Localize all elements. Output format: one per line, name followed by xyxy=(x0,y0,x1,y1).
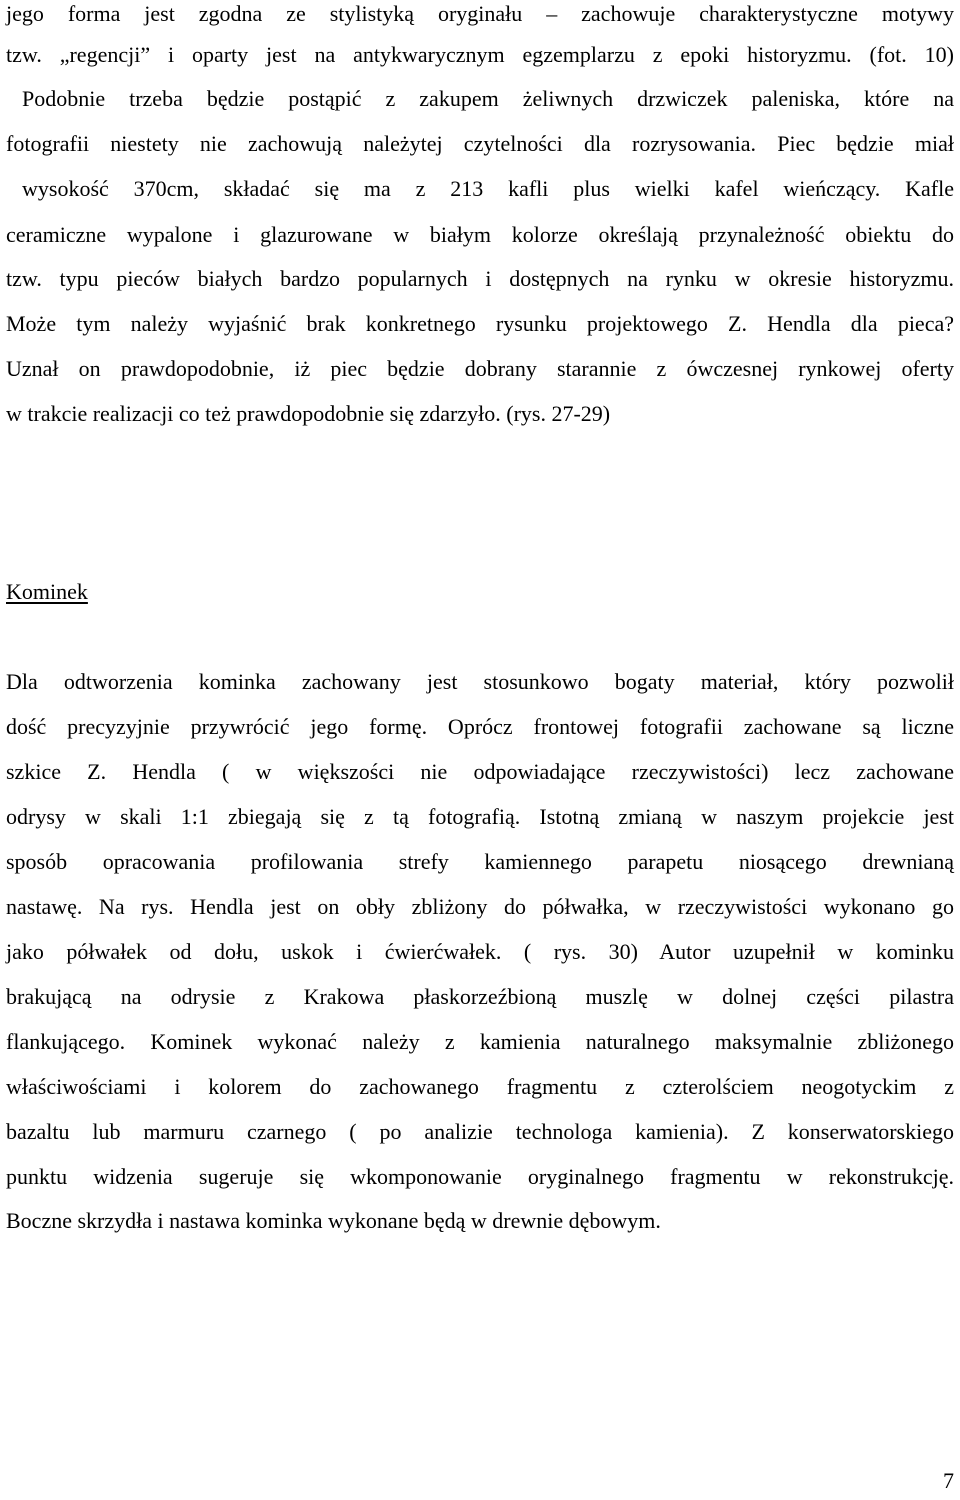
text-line: jako półwałek od dołu, uskok i ćwierćwałek. ( rys. 30) Autor uzupełnił w kominku xyxy=(6,939,954,964)
text-line: brakującą na odrysie z Krakowa płaskorzeźbioną muszlę w dolnej części pilastra xyxy=(6,984,954,1009)
text-line: wysokość 370cm, składać się ma z 213 kafli plus wielki kafel wieńczący. Kafle xyxy=(22,176,954,201)
text-line: Uznał on prawdopodobnie, iż piec będzie dobrany starannie z ówczesnej rynkowej oferty xyxy=(6,356,954,381)
text-line: właściwościami i kolorem do zachowanego fragmentu z czterolściem neogotyckim z xyxy=(6,1074,954,1099)
text-line: bazaltu lub marmuru czarnego ( po analizie technologa kamienia). Z konserwatorskiego xyxy=(6,1119,954,1144)
text-line: Dla odtworzenia kominka zachowany jest stosunkowo bogaty materiał, który pozwolił xyxy=(6,669,954,694)
text-line: jego forma jest zgodna ze stylistyką oryginału – zachowuje charakterystyczne motywy xyxy=(6,1,954,26)
text-line: nastawę. Na rys. Hendla jest on obły zbliżony do półwałka, w rzeczywistości wykonano go xyxy=(6,894,954,919)
text-line: odrysy w skali 1:1 zbiegają się z tą fotografią. Istotną zmianą w naszym projekcie jest xyxy=(6,804,954,829)
text-line: Podobnie trzeba będzie postąpić z zakupem żeliwnych drzwiczek paleniska, które na xyxy=(22,86,954,111)
text-line: w trakcie realizacji co też prawdopodobnie się zdarzyło. (rys. 27-29) xyxy=(6,401,611,426)
text-line: Boczne skrzydła i nastawa kominka wykonane będą w drewnie dębowym. xyxy=(6,1208,661,1233)
text-line: fotografii niestety nie zachowują należytej czytelności dla rozrysowania. Piec będzie miał xyxy=(6,131,954,156)
text-line: sposób opracowania profilowania strefy kamiennego parapetu niosącego drewnianą xyxy=(6,849,954,874)
text-line: Może tym należy wyjaśnić brak konkretnego rysunku projektowego Z. Hendla dla pieca? xyxy=(6,311,954,336)
text-line: tzw. „regencji” i oparty jest na antykwarycznym egzemplarzu z epoki historyzmu. (fot. 10) xyxy=(6,42,954,67)
text-line: tzw. typu pieców białych bardzo popularnych i dostępnych na rynku w okresie historyzmu. xyxy=(6,266,954,291)
text-line: flankującego. Kominek wykonać należy z kamienia naturalnego maksymalnie zbliżonego xyxy=(6,1029,954,1054)
text-line: szkice Z. Hendla ( w większości nie odpowiadające rzeczywistości) lecz zachowane xyxy=(6,759,954,784)
page-number: 7 xyxy=(943,1468,954,1493)
section-heading: Kominek xyxy=(6,579,88,604)
text-line: punktu widzenia sugeruje się wkomponowanie oryginalnego fragmentu w rekonstrukcję. xyxy=(6,1164,954,1189)
text-line: ceramiczne wypalone i glazurowane w białym kolorze określają przynależność obiektu do xyxy=(6,222,954,247)
text-line: dość precyzyjnie przywrócić jego formę. Oprócz frontowej fotografii zachowane są liczne xyxy=(6,714,954,739)
